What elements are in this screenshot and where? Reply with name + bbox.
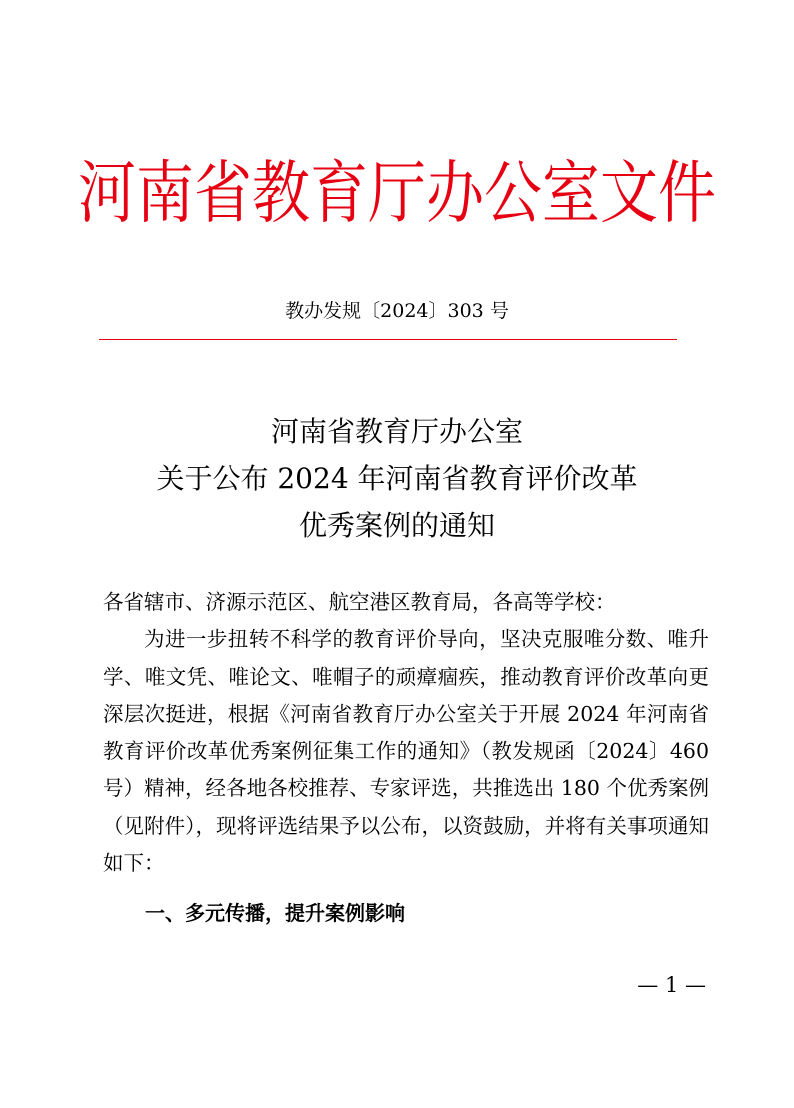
body-paragraph: 为进一步扭转不科学的教育评价导向，坚决克服唯分数、唯升学、唯文凭、唯论文、唯帽子的顽瘴痼疾，推动教育评价改革向更深层次挺进，根据《河南省教育厅办公室关于开展 2024 年河南省教育评价改革优秀案例征集工作的通知》（教发规函〔2024〕460 号）精神，经各地各校推荐、专家评选，共推选出 180 个优秀案例（见附件），现将评选结果予以公布，以资鼓励，并将有关事项通知如下： [103,627,709,876]
red-separator-line [99,339,677,340]
masthead-title: 河南省教育厅办公室文件 [77,152,716,233]
salutation: 各省辖市、济源示范区、航空港区教育局，各高等学校： [103,590,616,614]
section-heading-1: 一、多元传播，提升案例影响 [145,901,405,925]
document-body [103,584,709,882]
title-line-3: 优秀案例的通知 [298,509,495,542]
page-number: — 1 — [637,973,706,997]
title-line-1: 河南省教育厅办公室 [270,415,523,448]
title-line-2: 关于公布 2024 年河南省教育评价改革 [156,462,638,495]
document-number: 教办发规〔2024〕303 号 [285,300,509,322]
document-title [0,408,794,549]
